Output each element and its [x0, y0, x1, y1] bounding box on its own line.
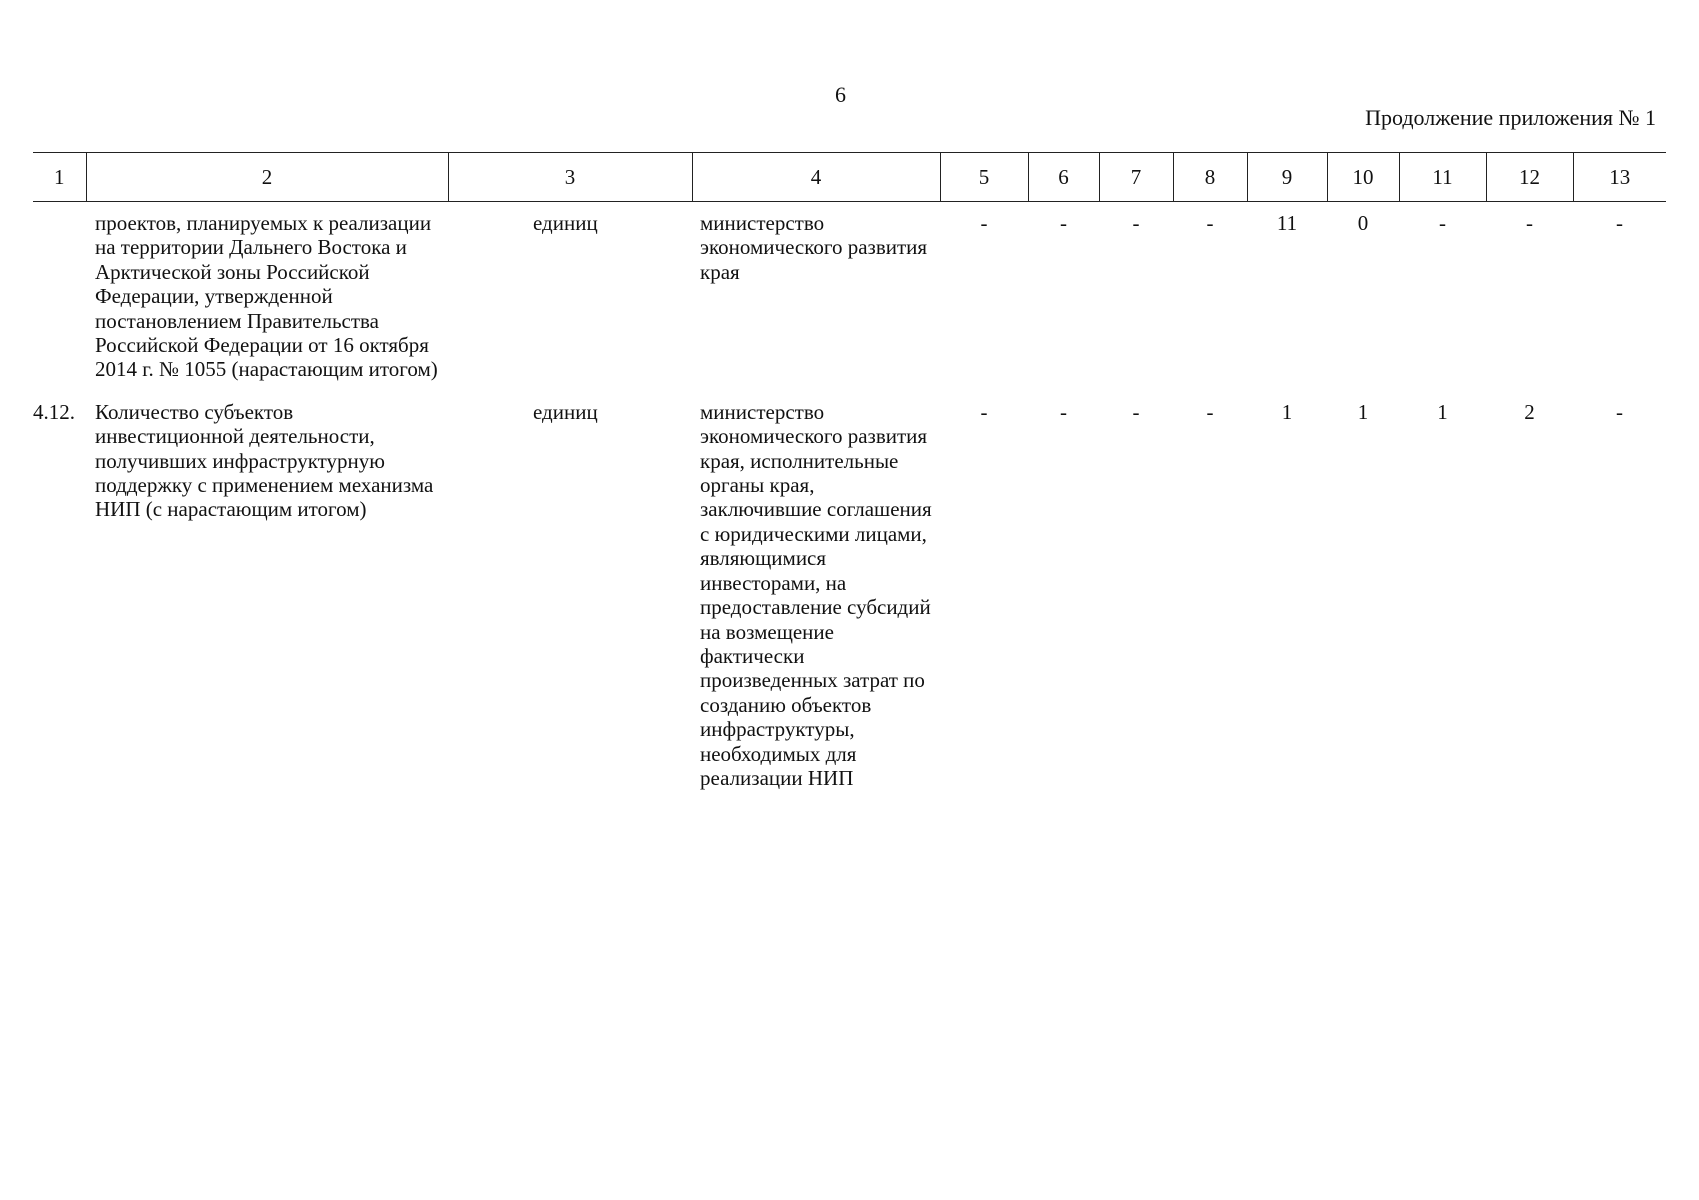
value-cell: 0: [1357, 211, 1369, 235]
column-header: 9: [1247, 153, 1327, 202]
responsible-executor: министерство экономического развития края, исполнительные органы края, заключившие соглашения с юридическими лицами, являющимися инвесторами, на предоставление субсидий на возмещение фактически произведенных затрат по созданию объектов инфраструктуры, необходимых для реализации НИП: [700, 399, 932, 790]
indicators-table-container: [33, 152, 1666, 790]
value-cell: -: [1206, 211, 1214, 235]
column-number-header-row: [33, 153, 1666, 202]
value-cell: -: [1526, 211, 1533, 235]
appendix-continuation-title: Продолжение приложения № 1: [1365, 105, 1656, 130]
column-header: 2: [86, 153, 448, 202]
column-header: 13: [1573, 153, 1666, 202]
value-cell: -: [1439, 211, 1446, 235]
value-cell: -: [1206, 399, 1214, 424]
value-cell: 1: [1437, 399, 1448, 424]
row-index: 4.12.: [33, 399, 75, 424]
column-header: 6: [1028, 153, 1099, 202]
value-cell: -: [980, 211, 988, 235]
table-row: [33, 202, 1666, 400]
responsible-executor: министерство экономического развития края: [700, 211, 928, 284]
value-cell: 1: [1357, 399, 1369, 424]
page-number: 6: [835, 82, 846, 107]
unit-of-measure: единиц: [533, 211, 598, 235]
value-cell: -: [1132, 399, 1140, 424]
table-row: [33, 400, 1666, 791]
column-header: 8: [1173, 153, 1247, 202]
value-cell: -: [1060, 399, 1067, 424]
column-header: 5: [940, 153, 1028, 202]
indicators-table: [33, 152, 1666, 790]
value-cell: 1: [1281, 399, 1293, 424]
value-cell: -: [1616, 399, 1623, 424]
column-header: 1: [33, 153, 86, 202]
row-index: [33, 202, 86, 400]
column-header: 12: [1486, 153, 1573, 202]
column-header: 10: [1327, 153, 1399, 202]
column-header: 7: [1099, 153, 1173, 202]
indicator-description: Количество субъектов инвестиционной деятельности, получивших инфраструктурную поддержку с применением механизма НИП (с нарастающим итогом): [95, 399, 434, 522]
value-cell: -: [1132, 211, 1140, 235]
column-header: 3: [448, 153, 692, 202]
value-cell: -: [980, 399, 988, 424]
value-cell: -: [1060, 211, 1067, 235]
value-cell: 2: [1524, 399, 1535, 424]
column-header: 11: [1399, 153, 1486, 202]
indicator-description: проектов, планируемых к реализации на территории Дальнего Востока и Арктической зоны Российской Федерации, утвержденной постановлением Правительства Российской Федерации от 16 октября 2014 г. № 1055 (нарастающим итогом): [95, 211, 438, 382]
value-cell: -: [1616, 211, 1623, 235]
unit-of-measure: единиц: [533, 399, 598, 424]
column-header: 4: [692, 153, 940, 202]
value-cell: 11: [1276, 211, 1298, 235]
